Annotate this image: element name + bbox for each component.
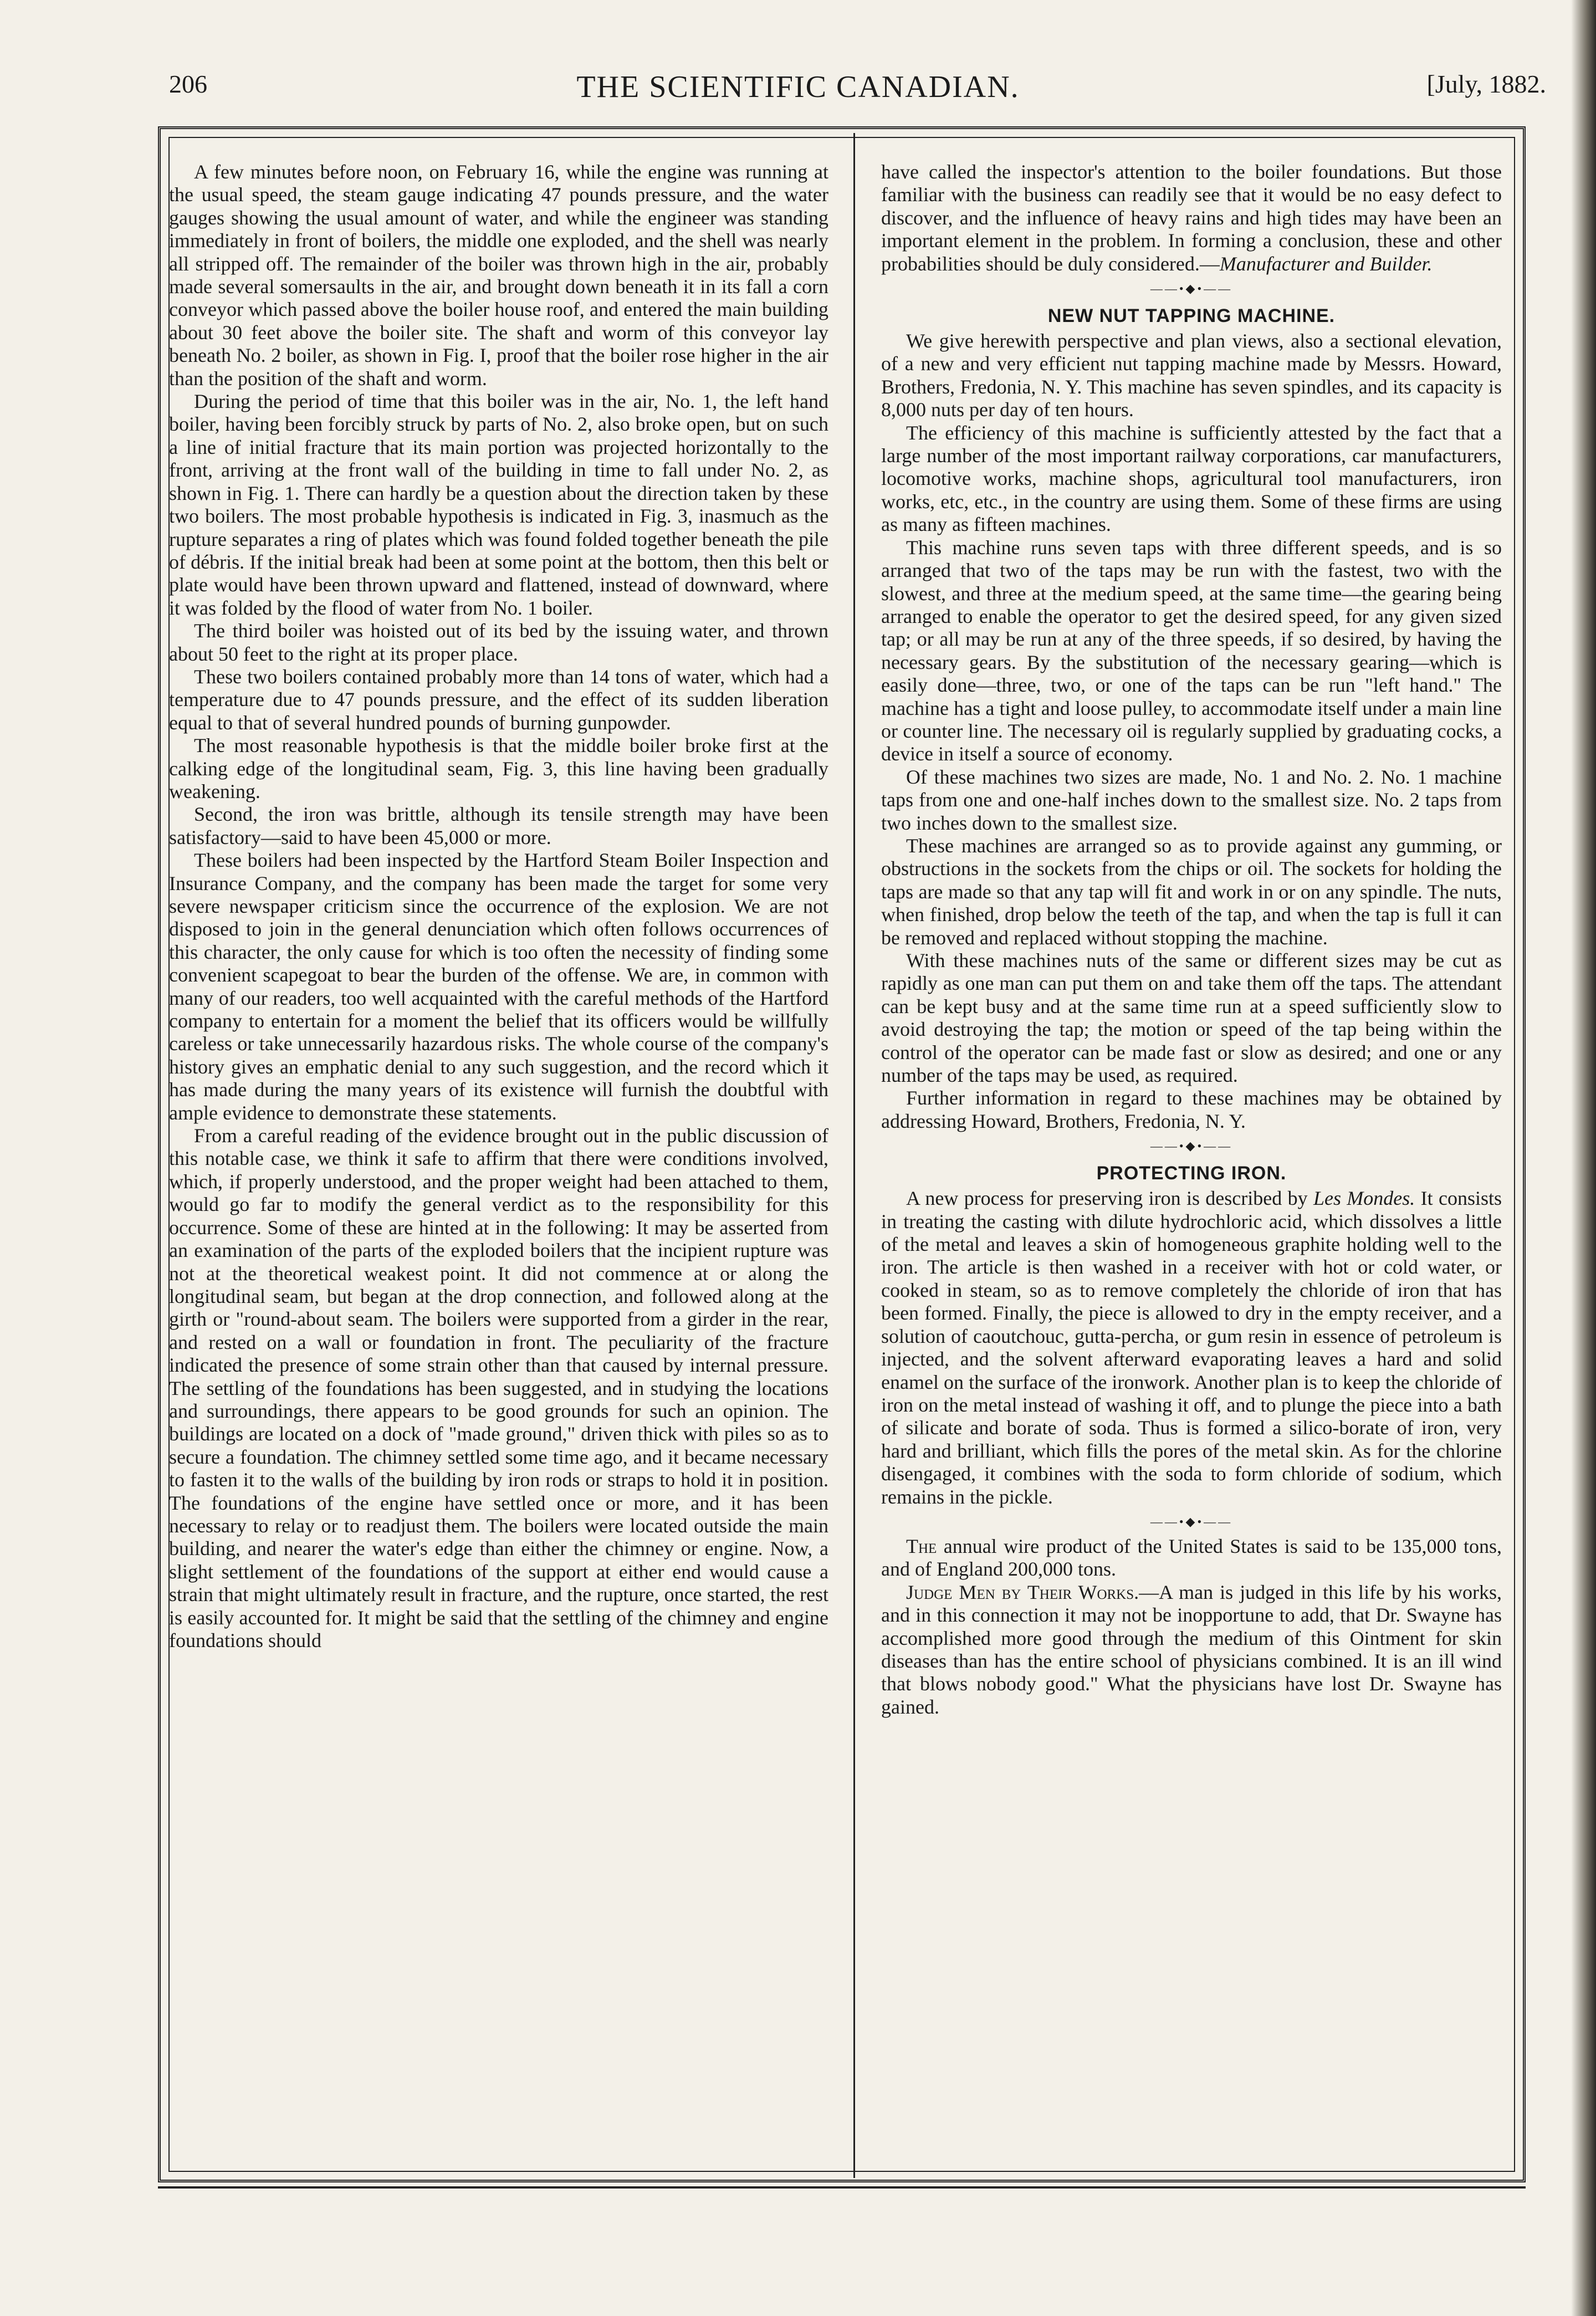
article-heading-nut-tapping: NEW NUT TAPPING MACHINE.: [1047, 305, 1336, 327]
bottom-rule: [158, 2186, 1526, 2189]
note-paragraph: [881, 1581, 1502, 1719]
note-lead: Judge Men by Their Works.: [906, 1581, 1139, 1603]
section-ornament: ——•◆•——: [1150, 1514, 1233, 1528]
left-column: [169, 161, 828, 1652]
paragraph: These two boilers contained probably more than 14 tons of water, which had a temperature due to 47 pounds pressure, and the effect of its sudden liberation equal to that of several hundred pounds of burning gunpowder.: [169, 665, 828, 734]
note-text: —A man is judged in this life by his works, and in this connection it may not be inopportune to add, that Dr. Swayne has accomplished more good through the medium of this Ointment for skin diseases than has the entire school of physicians combined. It is an ill wind that blows nobody good." What the physicians have lost Dr. Swayne has gained.: [881, 1581, 1502, 1718]
section-ornament: ——•◆•——: [1150, 1139, 1233, 1153]
paragraph: From a careful reading of the evidence brought out in the public discussion of this notable case, we think it safe to affirm that there were conditions involved, which, if properly understood, and the proper weight had been attached to them, would go far to modify the general verdict as to the responsibility for this occurrence. Some of these are hinted at in the following: It may be asserted from an examination of the parts of the exploded boilers that the incipient rupture was not at the theoretical weakest point. It did not commence at or along the longitudinal seam, but began at the drop connection, and followed along at the girth or "round-about seam. The boilers were supported from a girder in the rear, and rested on a wall or foundation in front. The peculiarity of the fracture indicated the presence of some strain other than that caused by internal pressure. The settling of the foundations has been suggested, and in studying the locations and surroundings, there appears to be good grounds for such an opinion. The buildings are located on a dock of "made ground," driven thick with piles so as to secure a foundation. The chimney settled some time ago, and it became necessary to fasten it to the walls of the building by iron rods or straps to hold it in position. The foundations of the engine have settled once or more, and it has been necessary to relay or to readjust them. The boilers were located outside the main building, and nearer the water's edge than either the chimney or engine. Now, a slight settlement of the foundations of the support at either end would cause a strain that might ultimately result in fracture, and the rupture, once started, the rest is easily accounted for. It might be said that the settling of the chimney and engine foundations should: [169, 1124, 828, 1652]
paragraph: The efficiency of this machine is sufficiently attested by the fact that a large number of the most important railway corporations, car manufacturers, locomotive works, machine shops, agricultural tool manufacturers, iron works, etc, etc., in the country are using them. Some of these firms are using as many as fifteen machines.: [881, 421, 1502, 536]
continuation-text: have called the inspector's attention to the boiler foundations. But those familiar with the business can readily see that it would be no easy defect to discover, and the influence of heavy rains and high tides may have been an important element in the problem. In forming a conclusion, these and other probabilities should be duly considered.—: [881, 161, 1502, 275]
paragraph: The third boiler was hoisted out of its bed by the issuing water, and thrown about 50 feet to the right at its proper place.: [169, 620, 828, 665]
page-edge-shadow: [1571, 0, 1596, 2316]
page-header: [0, 61, 1596, 122]
paragraph: The most reasonable hypothesis is that the middle boiler broke first at the calking edge of the longitudinal seam, Fig. 3, this line having been gradually weakening.: [169, 734, 828, 802]
column-divider: [853, 133, 855, 2178]
continuation-paragraph: [881, 161, 1502, 275]
masthead-title: THE SCIENTIFIC CANADIAN.: [576, 70, 1020, 104]
page-number: 206: [169, 70, 207, 98]
paragraph: A few minutes before noon, on February 16, while the engine was running at the usual speed, the steam gauge indicating 47 pounds pressure, and the water gauges showing the usual amount of water, and while the engineer was standing immediately in front of boilers, the middle one exploded, and the shell was nearly all stripped off. The remainder of the boiler was thrown high in the air, probably made several somersaults in the air, and brought down beneath it in its fall a corn conveyor which passed above the boiler house roof, and entered the main building about 30 feet above the boiler site. The shaft and worm of this conveyor lay beneath No. 2 boiler, as shown in Fig. I, proof that the boiler rose higher in the air than the position of the shaft and worm.: [169, 161, 828, 390]
article-source: Les Mondes.: [1313, 1187, 1415, 1210]
paragraph: Further information in regard to these machines may be obtained by addressing Howard, Brothers, Fredonia, N. Y.: [881, 1087, 1502, 1132]
paragraph: We give herewith perspective and plan views, also a sectional elevation, of a new and very efficient nut tapping machine made by Messrs. Howard, Brothers, Fredonia, N. Y. This machine has seven spindles, and its capacity is 8,000 nuts per day of ten hours.: [881, 330, 1502, 421]
paragraph: These boilers had been inspected by the Hartford Steam Boiler Inspection and Insurance Company, and the company has been made the target for some very severe newspaper criticism since the occurrence of the explosion. We are not disposed to join in the general denunciation which often follows occurrences of this character, the only cause for which is too often the necessity of finding some convenient scapegoat to bear the burden of the offense. We are, in common with many of our readers, too well acquainted with the careful methods of the Hartford company to entertain for a moment the belief that its officers would be willfully careless or take unnecessarily hazardous risks. The whole course of the company's history gives an emphatic denial to any such suggestion, and the record which it has made during the many years of its existence will furnish the doubtful with ample evidence to demonstrate these statements.: [169, 849, 828, 1124]
continuation-source: Manufacturer and Builder.: [1219, 252, 1433, 275]
article-body: It consists in treating the casting with dilute hydrochloric acid, which dissolves a little of the metal and leaves a skin of homogeneous graphite holding well to the iron. The article is then washed in a receiver with hot or cold water, or cooked in steam, so as to remove completely the chloride of iron that has been formed. Finally, the piece is allowed to dry in the empty receiver, and a solution of caoutchouc, gutta-percha, or gum resin in essence of petroleum is injected, and the solvent afterward evaporating leaves a hard and solid enamel on the surface of the ironwork. Another plan is to keep the chloride of iron on the metal instead of washing it off, and to plunge the piece into a bath of silicate and borate of soda. Thus is formed a silico-borate of iron, very hard and brilliant, which fills the pores of the metal skin. As for the chlorine disengaged, it combines with the soda to form chloride of sodium, which remains in the pickle.: [881, 1187, 1502, 1508]
note-lead: The: [906, 1535, 937, 1557]
paragraph: This machine runs seven taps with three different speeds, and is so arranged that two of the taps may be run with the fastest, two with the slowest, and three at the medium speed, at the same time—the gearing being arranged to enable the operator to get the desired speed, for any given sized tap; or all may be run at any of the three speeds, if so desired, by having the necessary gears. By the substitution of the necessary gearing—which is easily done—three, two, or one of the taps can be run "left hand." The machine has a tight and loose pulley, to accommodate itself under a main line or counter line. The necessary oil is regularly supplied by graduating cocks, a device in itself a source of economy.: [881, 536, 1502, 765]
article-heading-protecting-iron: PROTECTING IRON.: [1096, 1163, 1287, 1184]
note-text: annual wire product of the United States is said to be 135,000 tons, and of England 200,000 tons.: [881, 1535, 1502, 1581]
issue-date: [July, 1882.: [1426, 70, 1546, 98]
right-column: [881, 161, 1502, 1719]
paragraph: [881, 1187, 1502, 1509]
paragraph: Second, the iron was brittle, although its tensile strength may have been satisfactory—said to have been 45,000 or more.: [169, 803, 828, 848]
article-intro: A new process for preserving iron is described by: [906, 1187, 1313, 1210]
paragraph: With these machines nuts of the same or different sizes may be cut as rapidly as one man can put them on and take them off the taps. The attendant can be kept busy and at the same time run at a speed sufficiently slow to avoid destroying the tap; the motion or speed of the tap being within the control of the operator can be made fast or slow as desired; and one or any number of the taps may be used, as required.: [881, 949, 1502, 1087]
paragraph: Of these machines two sizes are made, No. 1 and No. 2. No. 1 machine taps from one and one-half inches down to the smallest size. No. 2 taps from two inches down to the smallest size.: [881, 765, 1502, 834]
paragraph: These machines are arranged so as to provide against any gumming, or obstructions in the sockets from the chips or oil. The sockets for holding the taps are made so that any tap will fit and work in or on any spindle. The nuts, when finished, drop below the teeth of the tap, and when the tap is full it can be removed and replaced without stopping the machine.: [881, 834, 1502, 949]
note-paragraph: [881, 1535, 1502, 1581]
paragraph: During the period of time that this boiler was in the air, No. 1, the left hand boiler, having been forcibly struck by parts of No. 2, also broke open, but on such a line of initial fracture that its main portion was projected horizontally to the front, arriving at the front wall of the building in time to fall under No. 2, as shown in Fig. 1. There can hardly be a question about the direction taken by these two boilers. The most probable hypothesis is indicated in Fig. 3, inasmuch as the rupture separates a ring of plates which was found folded together beneath the pile of débris. If the initial break had been at some point at the bottom, then this belt or plate would have been thrown upward and flattened, instead of downward, where it was folded by the flood of water from No. 1 boiler.: [169, 390, 828, 619]
section-ornament: ——•◆•——: [1150, 282, 1233, 296]
